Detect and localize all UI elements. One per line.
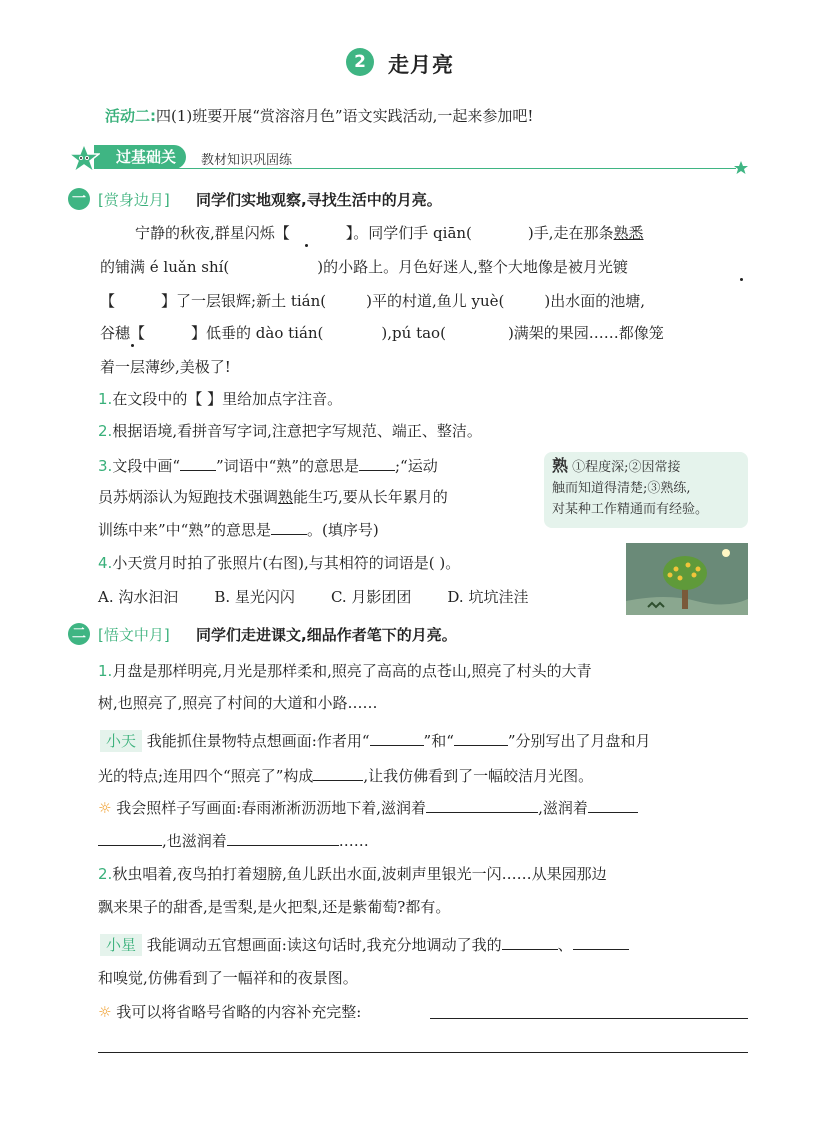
answer-options (98, 586, 528, 607)
question-text: 。(填序号) (307, 521, 379, 539)
question-text: ;“运动 (395, 457, 438, 475)
passage-text: 】低垂的 dào tián( (191, 324, 324, 342)
reading-text: 秋虫唱着,夜鸟拍打着翅膀,鱼儿跃出水面,波刺声里银光一闪……从果园那边 (112, 865, 607, 883)
activity-intro (105, 105, 533, 126)
reading-text: 月盘是那样明亮,月光是那样柔和,照亮了高高的点苍山,照亮了村头的大青 (112, 662, 592, 680)
question-text: 在文段中的【 】里给加点字注音。 (112, 390, 343, 408)
passage-text: ),pú tao( (381, 324, 446, 342)
section-tag: [悟文中月] (98, 626, 170, 644)
passage-text: 的铺满 é luǎn shí( (100, 258, 230, 276)
question-4 (98, 552, 460, 573)
question-number: 2. (98, 422, 113, 440)
speaker-tag: 小天 (100, 730, 142, 752)
passage-line-5: 着一层薄纱,美极了! (100, 358, 231, 376)
passage-line-3 (100, 290, 645, 311)
answer-blank[interactable] (359, 454, 395, 471)
dictionary-definition: ①程度深;②因常接 (572, 460, 681, 475)
section-number-badge: 一 (68, 188, 90, 210)
dictionary-headword: 熟 (552, 456, 569, 475)
underlined-word: 熟悉 (613, 224, 644, 242)
section-heading: 同学们走进课文,细品作者笔下的月亮。 (196, 626, 457, 644)
lightbulb-icon: ☼ (98, 799, 112, 817)
section-heading: 同学们实地观察,寻找生活中的月亮。 (196, 191, 442, 209)
speaker-tag: 小星 (100, 934, 142, 956)
question-number: 3. (98, 457, 113, 475)
question-3-line-1 (98, 454, 438, 476)
answer-line[interactable] (430, 1018, 748, 1019)
activity-text: 四(1)班要开展“赏溶溶月色”语文实践活动,一起来参加吧! (156, 107, 534, 125)
prompt-text: 我能抓住景物特点想画面:作者用“ (146, 732, 370, 750)
question-text: 员苏炳添认为短跑技术强调 (98, 488, 279, 506)
answer-blank[interactable] (180, 454, 216, 471)
question-text: 训练中来”中“熟”的意思是 (98, 521, 272, 539)
emphasis-dot (740, 278, 743, 281)
question-text: 小天赏月时拍了张照片(右图),与其相符的词语是( )。 (112, 554, 461, 572)
xiaotian-line-1 (100, 729, 651, 752)
emphasis-dot (305, 244, 308, 247)
answer-blank[interactable] (573, 933, 629, 950)
lightbulb-icon: ☼ (98, 1003, 112, 1021)
underlined-word: 熟 (278, 488, 294, 506)
prompt-text: 、 (557, 936, 573, 954)
passage-text: 】。同学们手 qiān( (345, 224, 472, 242)
option-b[interactable]: B. 星光闪闪 (214, 588, 295, 606)
answer-blank[interactable] (98, 829, 162, 846)
passage-text: )出水面的池塘, (544, 292, 646, 310)
banner-title: 过基础关 (94, 145, 186, 169)
answer-blank[interactable] (588, 796, 638, 813)
moon-tree-picture (626, 543, 748, 615)
answer-blank[interactable] (370, 729, 424, 746)
passage-text: 宁静的秋夜,群星闪烁【 (135, 224, 290, 242)
prompt-text: ,也滋润着 (162, 832, 227, 850)
question-number: 1. (98, 390, 113, 408)
prompt-text: 光的特点;连用四个“照亮了”构成 (98, 767, 314, 785)
answer-blank[interactable] (502, 933, 558, 950)
section-banner (68, 143, 748, 173)
banner-rule (98, 168, 736, 170)
section-number-badge: 二 (68, 623, 90, 645)
answer-blank[interactable] (271, 518, 307, 535)
question-text: 能生巧,要从长年累月的 (293, 488, 448, 506)
star-icon (734, 161, 748, 175)
passage-line-4 (100, 322, 664, 343)
question-1 (98, 388, 342, 409)
passage-text: )的小路上。月色好迷人,整个大地像是被月光镀 (317, 258, 628, 276)
dictionary-definition: 触而知道得清楚;③熟练, (552, 481, 691, 496)
reading-1-line-2: 树,也照亮了,照亮了村间的大道和小路…… (98, 694, 378, 712)
prompt-text: ,让我仿佛看到了一幅皎洁月光图。 (363, 767, 594, 785)
question-3-line-3 (98, 518, 379, 540)
question-text: 根据语境,看拼音写字词,注意把字写规范、端正、整洁。 (112, 422, 482, 440)
writing-prompt-2 (98, 1001, 361, 1022)
xiaotian-line-2 (98, 764, 593, 786)
prompt-text: ,滋润着 (538, 799, 588, 817)
option-a[interactable]: A. 沟水汩汩 (98, 588, 179, 606)
question-3-line-2 (98, 486, 448, 507)
passage-text: 【 (100, 292, 116, 310)
question-number: 1. (98, 662, 113, 680)
reading-2-line-2: 飘来果子的甜香,是雪梨,是火把梨,还是紫葡萄?都有。 (98, 898, 451, 916)
option-d[interactable]: D. 坑坑洼洼 (447, 588, 529, 606)
xiaoxing-line-1 (100, 933, 629, 956)
answer-blank[interactable] (227, 829, 339, 846)
page-title: 走月亮 (388, 53, 454, 77)
xiaoxing-line-2: 和嗅觉,仿佛看到了一幅祥和的夜景图。 (98, 969, 358, 987)
answer-blank[interactable] (426, 796, 538, 813)
prompt-text: 我可以将省略号省略的内容补充完整: (116, 1003, 362, 1021)
option-c[interactable]: C. 月影团团 (330, 588, 412, 606)
question-text: 文段中画“ (112, 457, 180, 475)
banner-subtitle: 教材知识巩固练 (201, 153, 293, 168)
passage-text: 】了一层银辉;新土 tián( (161, 292, 327, 310)
passage-text: )满架的果园……都像笼 (507, 324, 664, 342)
dictionary-definition: 对某种工作精通而有经验。 (552, 502, 709, 517)
answer-line[interactable] (98, 1052, 748, 1053)
passage-text: )平的村道,鱼儿 yuè( (366, 292, 505, 310)
prompt-text: 我会照样子写画面:春雨淅淅沥沥地下着,滋润着 (116, 799, 427, 817)
question-text: ”词语中“熟”的意思是 (215, 457, 359, 475)
passage-line-1 (135, 222, 644, 243)
dictionary-note (544, 452, 748, 528)
writing-prompt-1-cont (98, 829, 369, 851)
question-number: 2. (98, 865, 113, 883)
passage-line-2 (100, 256, 628, 277)
section-tag: [赏身边月] (98, 191, 170, 209)
reading-1-line-1 (98, 660, 592, 681)
emphasis-dot (131, 344, 134, 347)
question-number: 4. (98, 554, 113, 572)
answer-blank[interactable] (454, 729, 508, 746)
prompt-text: …… (338, 832, 369, 850)
prompt-text: ”分别写出了月盘和月 (507, 732, 651, 750)
question-2 (98, 420, 482, 441)
star-mascot-icon (68, 143, 100, 173)
lesson-number-badge: 2 (346, 48, 374, 76)
prompt-text: ”和“ (423, 732, 454, 750)
passage-text: 谷穗【 (100, 324, 146, 342)
activity-label: 活动二: (105, 107, 156, 125)
passage-text: )手,走在那条 (527, 224, 614, 242)
answer-blank[interactable] (313, 764, 363, 781)
writing-prompt-1 (98, 796, 638, 818)
prompt-text: 我能调动五官想画面:读这句话时,我充分地调动了我的 (146, 936, 502, 954)
reading-2-line-1 (98, 863, 607, 884)
